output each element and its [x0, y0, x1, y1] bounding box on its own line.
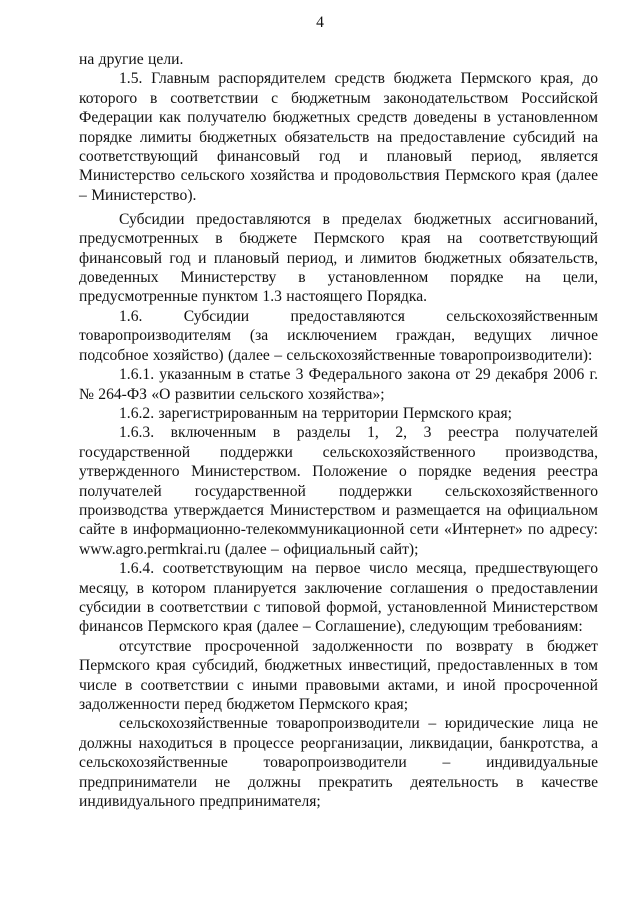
- paragraph-continuation: на другие цели.: [79, 51, 184, 68]
- paragraph-1-5: 1.5. Главным распорядителем средств бюджета Пермского края, до которого в соответствии с бюджетным законодательством Российской Федерации как получателю бюджетных средств доведены в установленном порядке лимиты бюджетных обязательств на предоставление субсидий на соответствующий финансовый год и плановый период, является Министерство сельского хозяйства и продовольствия Пермского края (далее – Министерство).: [79, 70, 598, 204]
- paragraph-1-6-3: 1.6.3. включенным в разделы 1, 2, 3 реестра получателей государственной поддержки сельскохозяйственного производства, утвержденного Министерством. Положение о порядке ведения реестра получателей государственной поддержки сельскохозяйственного производства утверждается Министерством и размещается на официальном сайте в информационно-телекоммуникационной сети «Интернет» по адресу: www.agro.permkrai.ru (далее – официальный сайт);: [79, 424, 598, 558]
- paragraph-1-6-4: 1.6.4. соответствующим на первое число месяца, предшествующего месяцу, в котором планируется заключение соглашения о предоставлении субсидии в соответствии с типовой формой, установленной Министерством финансов Пермского края (далее – Соглашение), следующим требованиям:: [79, 560, 598, 636]
- paragraph-no-reorganization: сельскохозяйственные товаропроизводители – юридические лица не должны находиться в процессе реорганизации, ликвидации, банкротства, а сельскохозяйственные товаропроизводители – индивидуальные предприниматели не должны прекратить деятельность в качестве индивидуального предпринимателя;: [79, 715, 598, 811]
- paragraph-1-6-1: 1.6.1. указанным в статье 3 Федерального закона от 29 декабря 2006 г. № 264-ФЗ «О развитии сельского хозяйства»;: [79, 366, 598, 403]
- document-body: [79, 50, 598, 811]
- paragraph-subsidies-limits: Субсидии предоставляются в пределах бюджетных ассигнований, предусмотренных в бюджете Пермского края на соответствующий финансовый год и плановый период, и лимитов бюджетных обязательств, доведенных Министерству в установленном порядке на цели, предусмотренные пунктом 1.3 настоящего Порядка.: [79, 210, 598, 306]
- paragraph-no-debt: отсутствие просроченной задолженности по возврату в бюджет Пермского края субсидий, бюджетных инвестиций, предоставленных в том числе в соответствии с иными правовыми актами, и иной просроченной задолженности перед бюджетом Пермского края;: [79, 637, 598, 713]
- page-number: 4: [316, 14, 324, 31]
- paragraph-1-6-2: 1.6.2. зарегистрированным на территории Пермского края;: [119, 404, 512, 422]
- paragraph-1-6: 1.6. Субсидии предоставляются сельскохозяйственным товаропроизводителям (за исключением граждан, ведущих личное подсобное хозяйство) (далее – сельскохозяйственные товаропроизводители):: [79, 307, 598, 364]
